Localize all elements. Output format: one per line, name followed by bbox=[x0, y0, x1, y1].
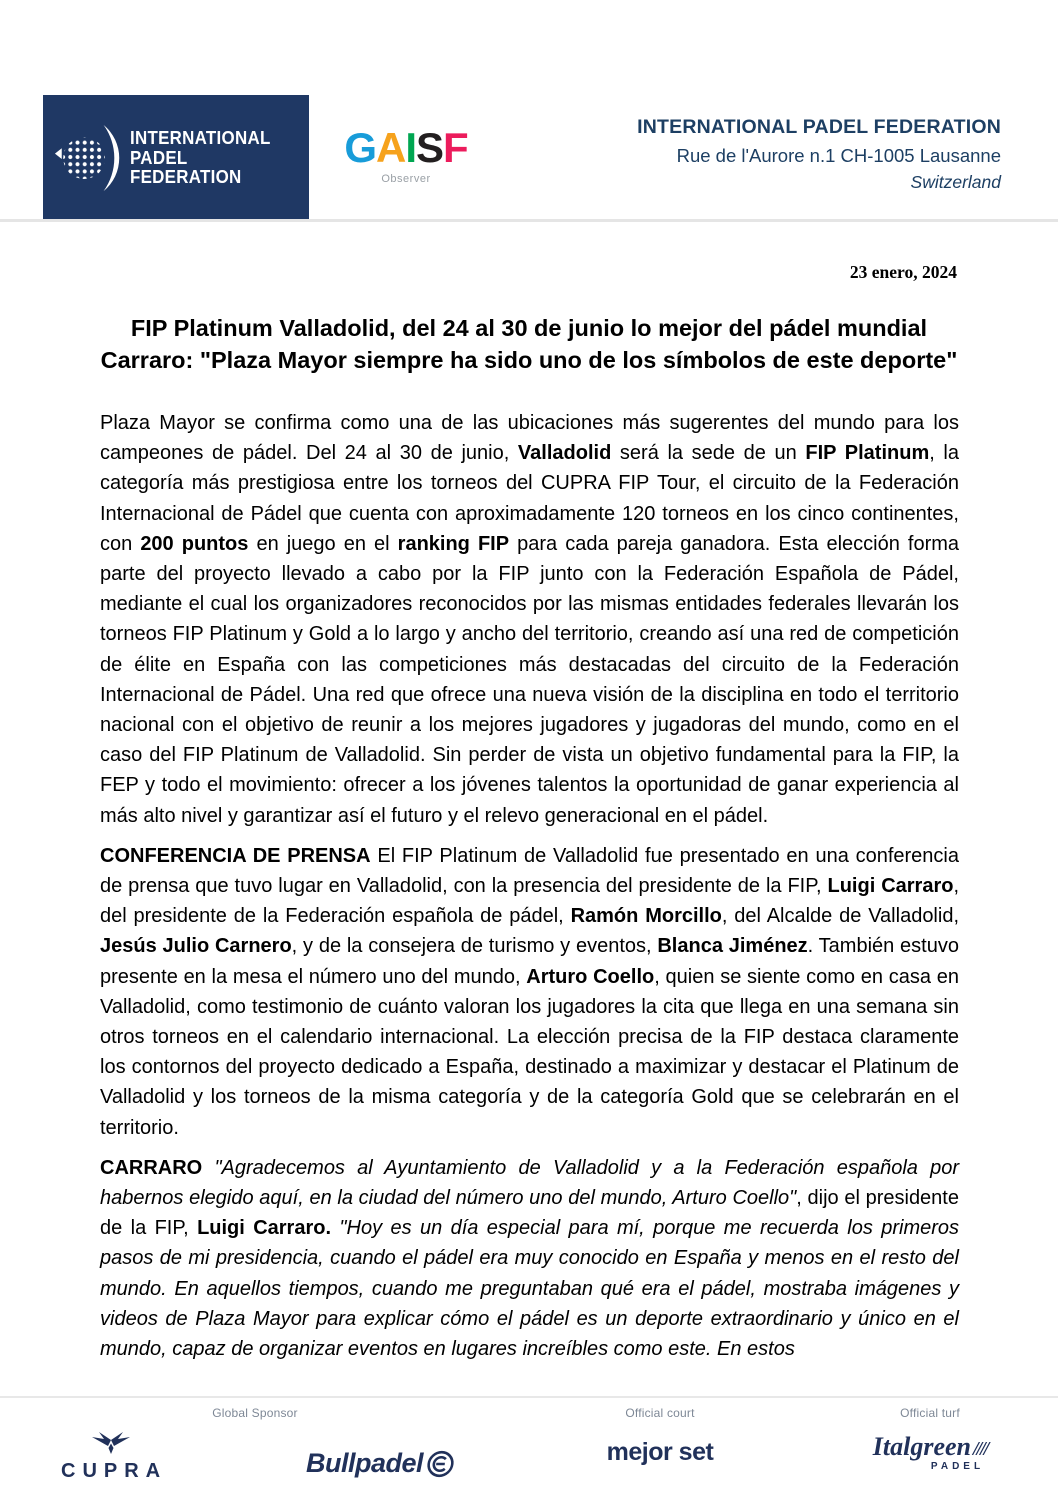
cupra-logo bbox=[54, 1430, 167, 1483]
cupra-wordmark: CUPRA bbox=[61, 1460, 168, 1482]
footer-official-court-group bbox=[560, 1406, 760, 1467]
document-date: 23 enero, 2024 bbox=[849, 262, 957, 282]
header-divider bbox=[0, 219, 1058, 222]
title-line-1: FIP Platinum Valladolid, del 24 al 30 de junio lo mejor del pádel mundial bbox=[130, 315, 928, 341]
gaisf-logo bbox=[336, 124, 476, 185]
ipf-logo-line-1: INTERNATIONAL bbox=[130, 128, 271, 149]
paragraph-press-conference: CONFERENCIA DE PRENSA El FIP Platinum de Valladolid fue presentado en una conferencia de prensa que tuvo lugar en Valladolid, con la presencia del presidente de la FIP, Luigi Carraro, del presidente de la Federación española de pádel, Ramón Morcillo, del Alcalde de Valladolid, Jesús Julio Carnero, y de la consejera de turismo y eventos, Blanca Jiménez. También estuvo presente en la mesa el número uno del mundo, Arturo Coello, quien se siente como en casa en Valladolid, como testimonio de cuánto valoran los jugadores la cita que llega en una semana sin otros torneos en el calendario internacional. La elección precisa de la FIP destaca claramente los contornos del proyecto dedicado a España, destinado a maximizar y destacar el Platinum de Valladolid y los torneos de la misma categoría y de la categoría Gold que se celebrarán en el territorio. bbox=[100, 844, 960, 1139]
ipf-logo-line-3: FEDERATION bbox=[130, 167, 242, 188]
padel-ball-logo-icon bbox=[53, 118, 125, 200]
paragraph-intro: Plaza Mayor se confirma como una de las ubicaciones más sugerentes del mundo para los campeones de pádel. Del 24 al 30 de junio, Valladolid será la sede de un FIP Platinum, la categoría más prestigiosa entre los torneos del CUPRA FIP Tour, el circuito de la Federación Internacional de Pádel que cuenta con aproximadamente 120 torneos en los cinco continentes, con 200 puntos en juego en el ranking FIP para cada pareja ganadora. Esta elección forma parte del proyecto llevado a cabo por la FIP junto con la Federación Española de Pádel, mediante el cual los organizadores reconocidos por las mismas entidades federales llevarán los torneos FIP Platinum y Gold a lo largo y ancho del territorio, creando así una red de competición de élite en España con las competiciones más destacadas del circuito de la Federación Internacional de Pádel. Una red que ofrece una nueva visión de la disciplina en todo el territorio nacional con el objetivo de reunir a los mejores jugadores y jugadoras del mundo, como en el caso del FIP Platinum de Valladolid. Sin perder de vista un objetivo fundamental para la FIP, la FEP y todo el movimiento: ofrecer a los jóvenes talentos la oportunidad de ganar experiencia al más alto nivel y garantizar así el futuro y el relevo generacional en el pádel. bbox=[100, 412, 960, 827]
org-country: Switzerland bbox=[910, 172, 1001, 192]
gaisf-letter-a: A bbox=[375, 124, 406, 171]
footer-divider bbox=[0, 1396, 1058, 1398]
gaisf-letter-g: G bbox=[344, 124, 376, 171]
italgreen-wordmark: Italgreen bbox=[872, 1432, 971, 1461]
gaisf-letter-s: S bbox=[416, 124, 444, 171]
gaisf-wordmark bbox=[336, 124, 476, 171]
cupra-emblem-icon bbox=[91, 1430, 131, 1456]
bullpadel-ball-icon bbox=[426, 1449, 456, 1479]
gaisf-letter-f: F bbox=[443, 124, 468, 171]
document-body bbox=[100, 408, 959, 1374]
ipf-logo-wordmark bbox=[130, 129, 271, 188]
paragraph-carraro-quote: CARRARO "Agradecemos al Ayuntamiento de Valladolid y a la Federación española por habernos elegido aquí, en la ciudad del número uno del mundo, Arturo Coello", dijo el presidente de la FIP, Luigi Carraro. "Hoy es un día especial para mí, porque me recuerda los primeros pasos de mi presidencia, cuando el pádel era muy conocido en España y menos en el resto del mundo. En aquellos tiempos, cuando me preguntaban qué era el pádel, mostraba imágenes y videos de Plaza Mayor para explicar cómo el pádel es un deporte extraordinario y único en el mundo, capaz de organizar eventos en lugares increíbles como este. En estos bbox=[100, 1156, 960, 1361]
mejorset-logo: mejor set bbox=[606, 1438, 714, 1466]
gaisf-observer-label: Observer bbox=[381, 173, 431, 185]
footer-global-sponsor-group bbox=[40, 1406, 470, 1483]
footer-official-turf-group bbox=[825, 1406, 1035, 1472]
gaisf-letter-i: I bbox=[405, 124, 416, 171]
official-turf-label: Official turf bbox=[900, 1406, 960, 1420]
org-street-address: Rue de l'Aurore n.1 CH-1005 Lausanne bbox=[676, 145, 1001, 166]
title-line-2: Carraro: "Plaza Mayor siempre ha sido uno de los símbolos de este deporte" bbox=[100, 346, 958, 373]
org-address-block bbox=[637, 116, 1001, 193]
official-court-label: Official court bbox=[625, 1406, 695, 1420]
org-name: INTERNATIONAL PADEL FEDERATION bbox=[637, 116, 1001, 138]
bullpadel-logo bbox=[306, 1448, 456, 1479]
bullpadel-wordmark: Bullpadel bbox=[305, 1448, 423, 1478]
document-title bbox=[100, 313, 958, 376]
ipf-logo-line-2: PADEL bbox=[130, 147, 188, 168]
italgreen-padel-label: PADEL bbox=[930, 1461, 985, 1472]
italgreen-slashes-icon: //// bbox=[973, 1438, 988, 1460]
ipf-logo bbox=[43, 95, 309, 222]
global-sponsor-label: Global Sponsor bbox=[212, 1406, 298, 1420]
italgreen-logo bbox=[825, 1434, 1035, 1472]
